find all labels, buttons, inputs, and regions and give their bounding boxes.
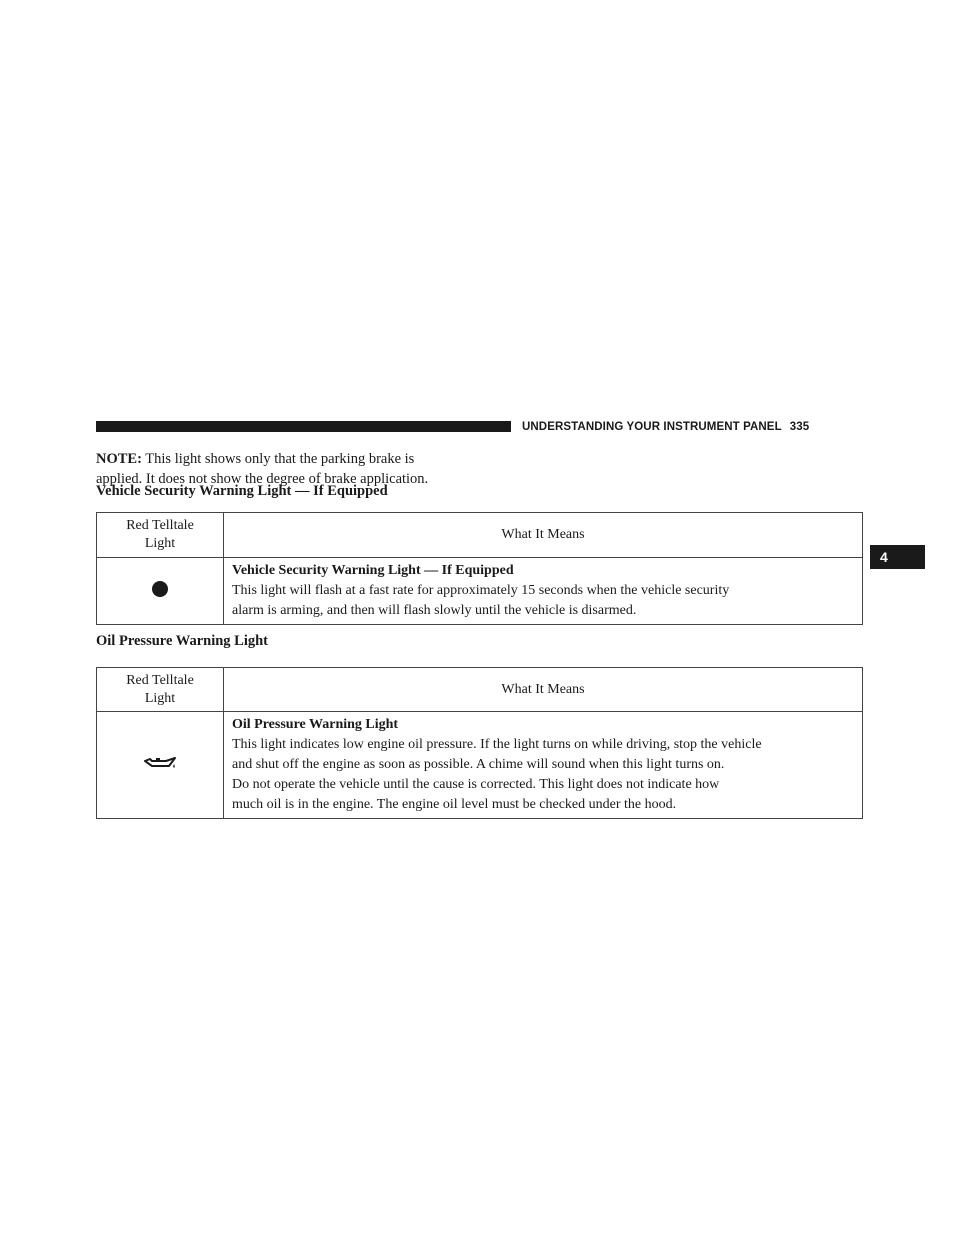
telltale-table-security (96, 512, 863, 625)
row-text-line: This light indicates low engine oil pressure. If the light turns on while driving, stop the vehicle (232, 737, 762, 752)
note-line-2: applied. It does not show the degree of brake application. (96, 471, 429, 487)
row-text-line: Do not operate the vehicle until the cause is corrected. This light does not indicate how (232, 777, 720, 792)
row-title: Vehicle Security Warning Light — If Equipped (232, 563, 514, 578)
section-heading-security: Vehicle Security Warning Light — If Equipped (96, 483, 388, 499)
description-cell (224, 712, 863, 819)
row-text-line: much oil is in the engine. The engine oil level must be checked under the hood. (232, 797, 677, 812)
col-header-telltale: Red Telltale Light (97, 513, 224, 558)
header-rule (96, 421, 511, 432)
table-row (97, 558, 863, 625)
oil-can-icon (143, 755, 177, 771)
table-header-row (97, 668, 863, 712)
table-row (97, 712, 863, 819)
row-text-line: This light will flash at a fast rate for approximately 15 seconds when the vehicle security (232, 583, 730, 598)
table-header-row (97, 513, 863, 558)
note-line-1: This light shows only that the parking brake is (145, 451, 415, 467)
row-text-line: alarm is arming, and then will flash slowly until the vehicle is disarmed. (232, 603, 637, 618)
security-light-icon (152, 581, 168, 597)
telltale-cell (97, 558, 224, 625)
running-header (522, 419, 809, 435)
description-cell (224, 558, 863, 625)
row-text-line: and shut off the engine as soon as possible. A chime will sound when this light turns on. (232, 757, 725, 772)
row-title: Oil Pressure Warning Light (232, 717, 399, 732)
page-number: 335 (789, 421, 810, 433)
telltale-table-oil (96, 667, 863, 819)
chapter-tab: 4 (870, 545, 925, 569)
header-title: UNDERSTANDING YOUR INSTRUMENT PANEL (522, 421, 782, 433)
section-heading-oil: Oil Pressure Warning Light (96, 633, 269, 649)
col-header-telltale: Red Telltale Light (97, 668, 224, 712)
col-header-what-it-means: What It Means (224, 513, 863, 558)
telltale-cell (97, 712, 224, 819)
col-header-what-it-means: What It Means (224, 668, 863, 712)
note-label: NOTE: (96, 451, 142, 467)
